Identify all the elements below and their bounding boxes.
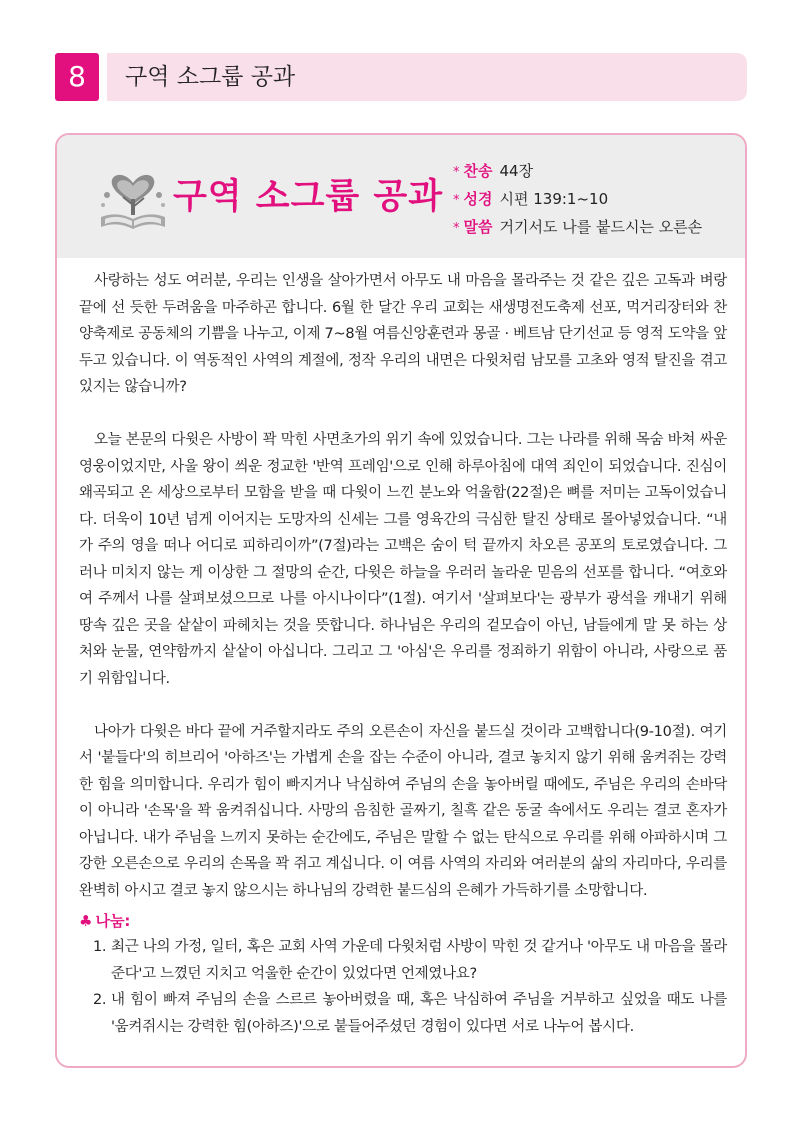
body-paragraph: 오늘 본문의 다윗은 사방이 꽉 막힌 사면초가의 위기 속에 있었습니다. 그는 나라를 위해 목숨 바쳐 싸운 영웅이었지만, 사울 왕이 씌운 정교한 '반역 프레임'으로 인해 하루아침에 대역 죄인이 되었습니다. 진심이 왜곡되고 온 세상으로부터 모함을 받을 때 다윗이 느낀 분노와 억울함(22절)은 뼈를 저미는 고독이었습니다. 더욱이 10년 넘게 이어지는 도망자의 신세는 그를 영육간의 극심한 탈진 상태로 몰아넣었습니다. “내가 주의 영을 떠나 어디로 피하리이까”(7절)라는 고백은 숨이 턱 끝까지 차오른 공포의 토로였습니다. 그러나 미치지 않는 게 이상한 그 절망의 순간, 다윗은 하늘을 우러러 놀라운 믿음의 선포를 합니다. “여호와여 주께서 나를 살펴보셨으므로 나를 아시나이다”(1절). 여기서 '살펴보다'는 광부가 광석을 캐내기 위해 땅속 깊은 곳을 샅샅이 파헤치는 것을 뜻합니다. 하나님은 우리의 겉모습이 아닌, 남들에게 말 못 하는 상처와 눈물, 연약함까지 샅샅이 아십니다. 그리고 그 '아심'은 우리를 정죄하기 위함이 아니라, 사랑으로 품기 위함입니다. — [79, 432, 727, 687]
asterisk-icon: * — [453, 221, 460, 236]
asterisk-icon: * — [453, 165, 460, 180]
lesson-card-header — [57, 135, 745, 258]
list-item — [93, 934, 727, 987]
body-paragraph: 사랑하는 성도 여러분, 우리는 인생을 살아가면서 아무도 내 마음을 몰라주는 것 같은 깊은 고독과 벼랑 끝에 선 듯한 두려움을 마주하곤 합니다. 6월 한 달간 우리 교회는 새생명전도축제 선포, 먹거리장터와 찬양축제로 공동체의 기쁨을 나누고, 이제 7~8월 여름신앙훈련과 몽골 · 베트남 단기선교 등 영적 도약을 앞두고 있습니다. 이 역동적인 사역의 계절에, 정작 우리의 내면은 다윗처럼 남모를 고초와 영적 탈진을 겪고 있지는 않습니까? — [79, 273, 727, 395]
lesson-body — [79, 268, 727, 931]
section-number: 8 — [55, 53, 99, 101]
body-paragraph: 나아가 다윗은 바다 끝에 거주할지라도 주의 오른손이 자신을 붙드실 것이라 고백합니다(9-10절). 여기서 '붙들다'의 히브리어 '아하즈'는 가볍게 손을 잡는 수준이 아니라, 결코 놓치지 않기 위해 움켜쥐는 강력한 힘을 의미합니다. 우리가 힘이 빠지거나 낙심하여 주님의 손을 놓아버릴 때에도, 주님은 우리의 손바닥이 아니라 '손목'을 꽉 움켜쥐십니다. 사망의 음침한 골짜기, 칠흑 같은 동굴 속에서도 우리는 결코 혼자가 아닙니다. 내가 주님을 느끼지 못하는 순간에도, 주님은 말할 수 없는 탄식으로 우리를 위해 아파하시며 그 강한 오른손으로 우리의 손목을 꽉 쥐고 계십니다. 이 여름 사역의 자리와 여러분의 삶의 자리마다, 우리를 완벽히 아시고 결코 놓지 않으시는 하나님의 강력한 붙드심의 은혜가 가득하기를 소망합니다. — [79, 723, 727, 899]
list-item — [93, 987, 727, 1040]
sharing-title — [79, 908, 727, 934]
heart-tree-book-icon — [93, 155, 173, 235]
meta-sermon — [453, 213, 702, 241]
question-text: 최근 나의 가정, 일터, 혹은 교회 사역 가운데 다윗처럼 사방이 막힌 것 같거나 '아무도 내 마음을 몰라준다'고 느꼈던 지치고 억울한 순간이 있었다면 언제였나요? — [111, 939, 727, 982]
sharing-section — [79, 908, 727, 1040]
question-number: 1. — [93, 939, 107, 955]
section-header — [55, 53, 747, 101]
sharing-title-text: 나눔: — [95, 912, 131, 930]
meta-label: 성경 — [463, 190, 493, 208]
section-title: 구역 소그룹 공과 — [125, 64, 296, 90]
meta-value: 거기서도 나를 붙드시는 오른손 — [499, 218, 703, 236]
question-text: 내 힘이 빠져 주님의 손을 스르르 놓아버렸을 때, 혹은 낙심하여 주님을 거부하고 싶었을 때도 나를 '움켜쥐시는 강력한 힘(아하즈)'으로 붙들어주셨던 경험이 있다면 서로 나누어 봅시다. — [111, 992, 727, 1035]
lesson-card — [55, 133, 747, 1068]
lesson-meta — [453, 157, 702, 241]
sharing-questions — [93, 934, 727, 1040]
meta-value: 시편 139:1~10 — [499, 190, 609, 208]
meta-value: 44장 — [499, 162, 534, 180]
club-icon: ♣ — [79, 912, 93, 930]
asterisk-icon: * — [453, 193, 460, 208]
meta-hymn — [453, 157, 702, 185]
meta-label: 말씀 — [463, 218, 493, 236]
meta-label: 찬송 — [463, 162, 493, 180]
meta-scripture — [453, 185, 702, 213]
question-number: 2. — [93, 992, 107, 1008]
lesson-title: 구역 소그룹 공과 — [173, 177, 444, 217]
